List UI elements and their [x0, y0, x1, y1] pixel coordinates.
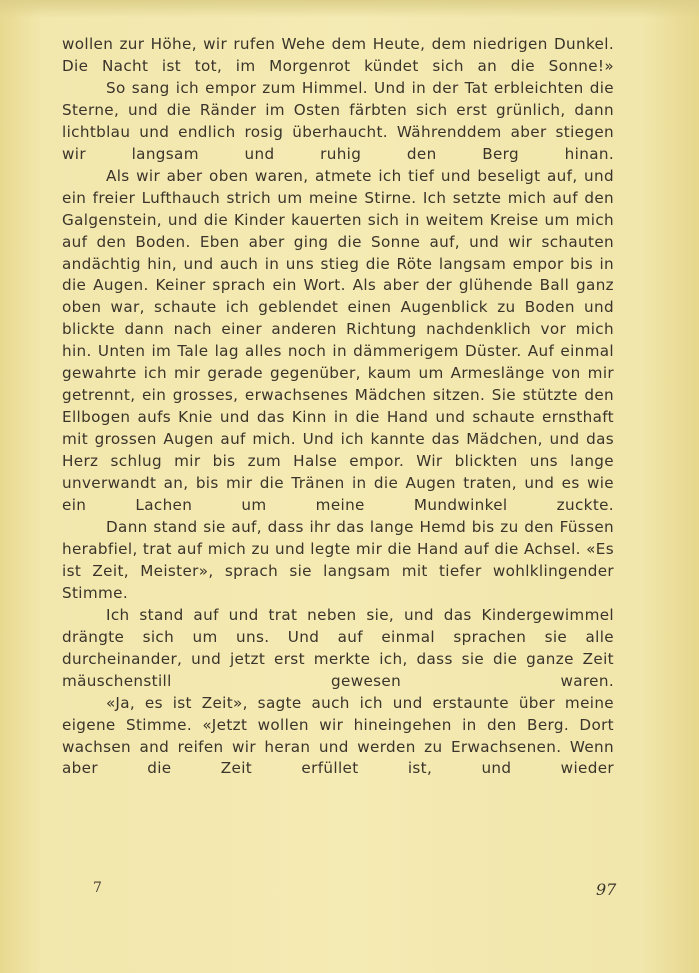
page-edge-shadow — [0, 0, 699, 18]
paragraph: wollen zur Höhe, wir rufen Wehe dem Heute, dem niedrigen Dunkel. Die Nacht ist tot, im Morgenrot kündet sich an die Sonne!» — [62, 35, 614, 75]
paragraph: «Ja, es ist Zeit», sagte auch ich und erstaunte über meine eigene Stimme. «Jetzt wollen wir hineingehen in den Berg. Dort wachsen and reifen wir heran und werden zu Erwachsenen. Wenn aber die Zeit erfüllet ist, und wieder — [62, 693, 614, 778]
body-text — [62, 34, 614, 780]
paragraph: Ich stand auf und trat neben sie, und das Kindergewimmel drängte sich um uns. Und auf einmal sprachen sie alle durcheinander, und jetzt erst merkte ich, dass sie die ganze Zeit mäuschenstill gewesen waren. — [62, 605, 614, 690]
page-number: 97 — [596, 880, 617, 899]
paragraph: So sang ich empor zum Himmel. Und in der Tat erbleichten die Sterne, und die Ränder im Osten färbten sich erst grünlich, dann lichtblau und endlich rosig überhaucht. Währenddem aber stiegen wir langsam und ruhig den Berg hinan. — [62, 78, 614, 163]
signature-mark: 7 — [93, 880, 102, 896]
paragraph: Als wir aber oben waren, atmete ich tief und beseligt auf, und ein freier Lufthauch strich um meine Stirne. Ich setzte mich auf den Galgenstein, und die Kinder kauerten sich in weitem Kreise um mich auf den Boden. Eben aber ging die Sonne auf, und wir schauten andächtig hin, und auch in uns stieg die Röte langsam empor bis in die Augen. Keiner sprach ein Wort. Als aber der glühende Ball ganz oben war, schaute ich geblendet einen Augenblick zu Boden und blickte dann nach einer anderen Richtung nachdenklich vor mich hin. Unten im Tale lag alles noch in dämmerigem Düster. Auf einmal gewahrte ich mir gerade gegenüber, kaum um Armeslänge von mir getrennt, ein grosses, erwachsenes Mädchen sitzen. Sie stützte den Ellbogen aufs Knie und das Kinn in die Hand und schaute ernsthaft mit grossen Augen auf mich. Und ich kannte das Mädchen, und das Herz schlug mir bis zum Halse empor. Wir blickten uns lange unverwandt an, bis mir die Tränen in die Augen traten, und es wie ein Lachen um meine Mundwinkel zuckte. — [62, 166, 614, 515]
paragraph: Dann stand sie auf, dass ihr das lange Hemd bis zu den Füssen herabfiel, trat auf mich zu und legte mir die Hand auf die Achsel. «Es ist Zeit, Meister», sprach sie langsam mit tiefer wohlklingender Stimme. — [62, 517, 614, 602]
